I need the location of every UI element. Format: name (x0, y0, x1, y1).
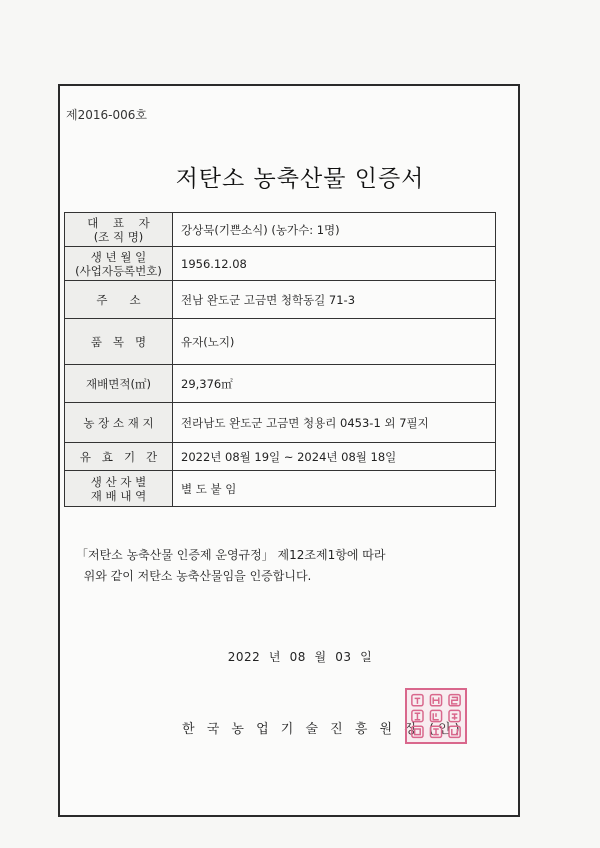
issue-date: 2022 년 08 월 03 일 (227, 650, 373, 664)
certificate-number: 제2016-006호 (66, 108, 147, 122)
row-label: 재배면적(㎡) (65, 365, 173, 403)
table-row (65, 281, 496, 319)
row-label: 생 산 자 별 재 배 내 역 (65, 471, 173, 507)
table-row (65, 443, 496, 471)
row-value: 강상묵(기쁜소식) (농가수: 1명) (173, 213, 496, 247)
statement-line: 위와 같이 저탄소 농축산물임을 인증합니다. (76, 569, 312, 583)
row-value: 29,376㎡ (173, 365, 496, 403)
row-label: 대 표 자 (조 직 명) (65, 213, 173, 247)
official-seal-stamp (405, 688, 467, 744)
row-label: 품 목 명 (65, 319, 173, 365)
row-label: 유 효 기 간 (65, 443, 173, 471)
table-row (65, 247, 496, 281)
table-row (65, 213, 496, 247)
row-value: 별 도 붙 임 (173, 471, 496, 507)
row-value: 전남 완도군 고금면 청학동길 71-3 (173, 281, 496, 319)
seal-stamp-icon (407, 690, 465, 742)
certification-statement (76, 545, 385, 587)
table-row (65, 471, 496, 507)
row-label: 농 장 소 재 지 (65, 403, 173, 443)
table-row (65, 365, 496, 403)
row-value: 2022년 08월 19일 ~ 2024년 08월 18일 (173, 443, 496, 471)
certificate-title: 저탄소 농축산물 인증서 (175, 166, 425, 192)
row-value: 1956.12.08 (173, 247, 496, 281)
row-value: 유자(노지) (173, 319, 496, 365)
row-value: 전라남도 완도군 고금면 청용리 0453-1 외 7필지 (173, 403, 496, 443)
table-row (65, 403, 496, 443)
issuer-name: 한 국 농 업 기 술 진 흥 원 장 (인) (182, 722, 464, 737)
statement-line: 「저탄소 농축산물 인증제 운영규정」 제12조제1항에 따라 (76, 548, 386, 562)
table-row (65, 319, 496, 365)
row-label: 생 년 월 일 (사업자등록번호) (65, 247, 173, 281)
row-label: 주 소 (65, 281, 173, 319)
certificate-info-table (64, 212, 496, 507)
